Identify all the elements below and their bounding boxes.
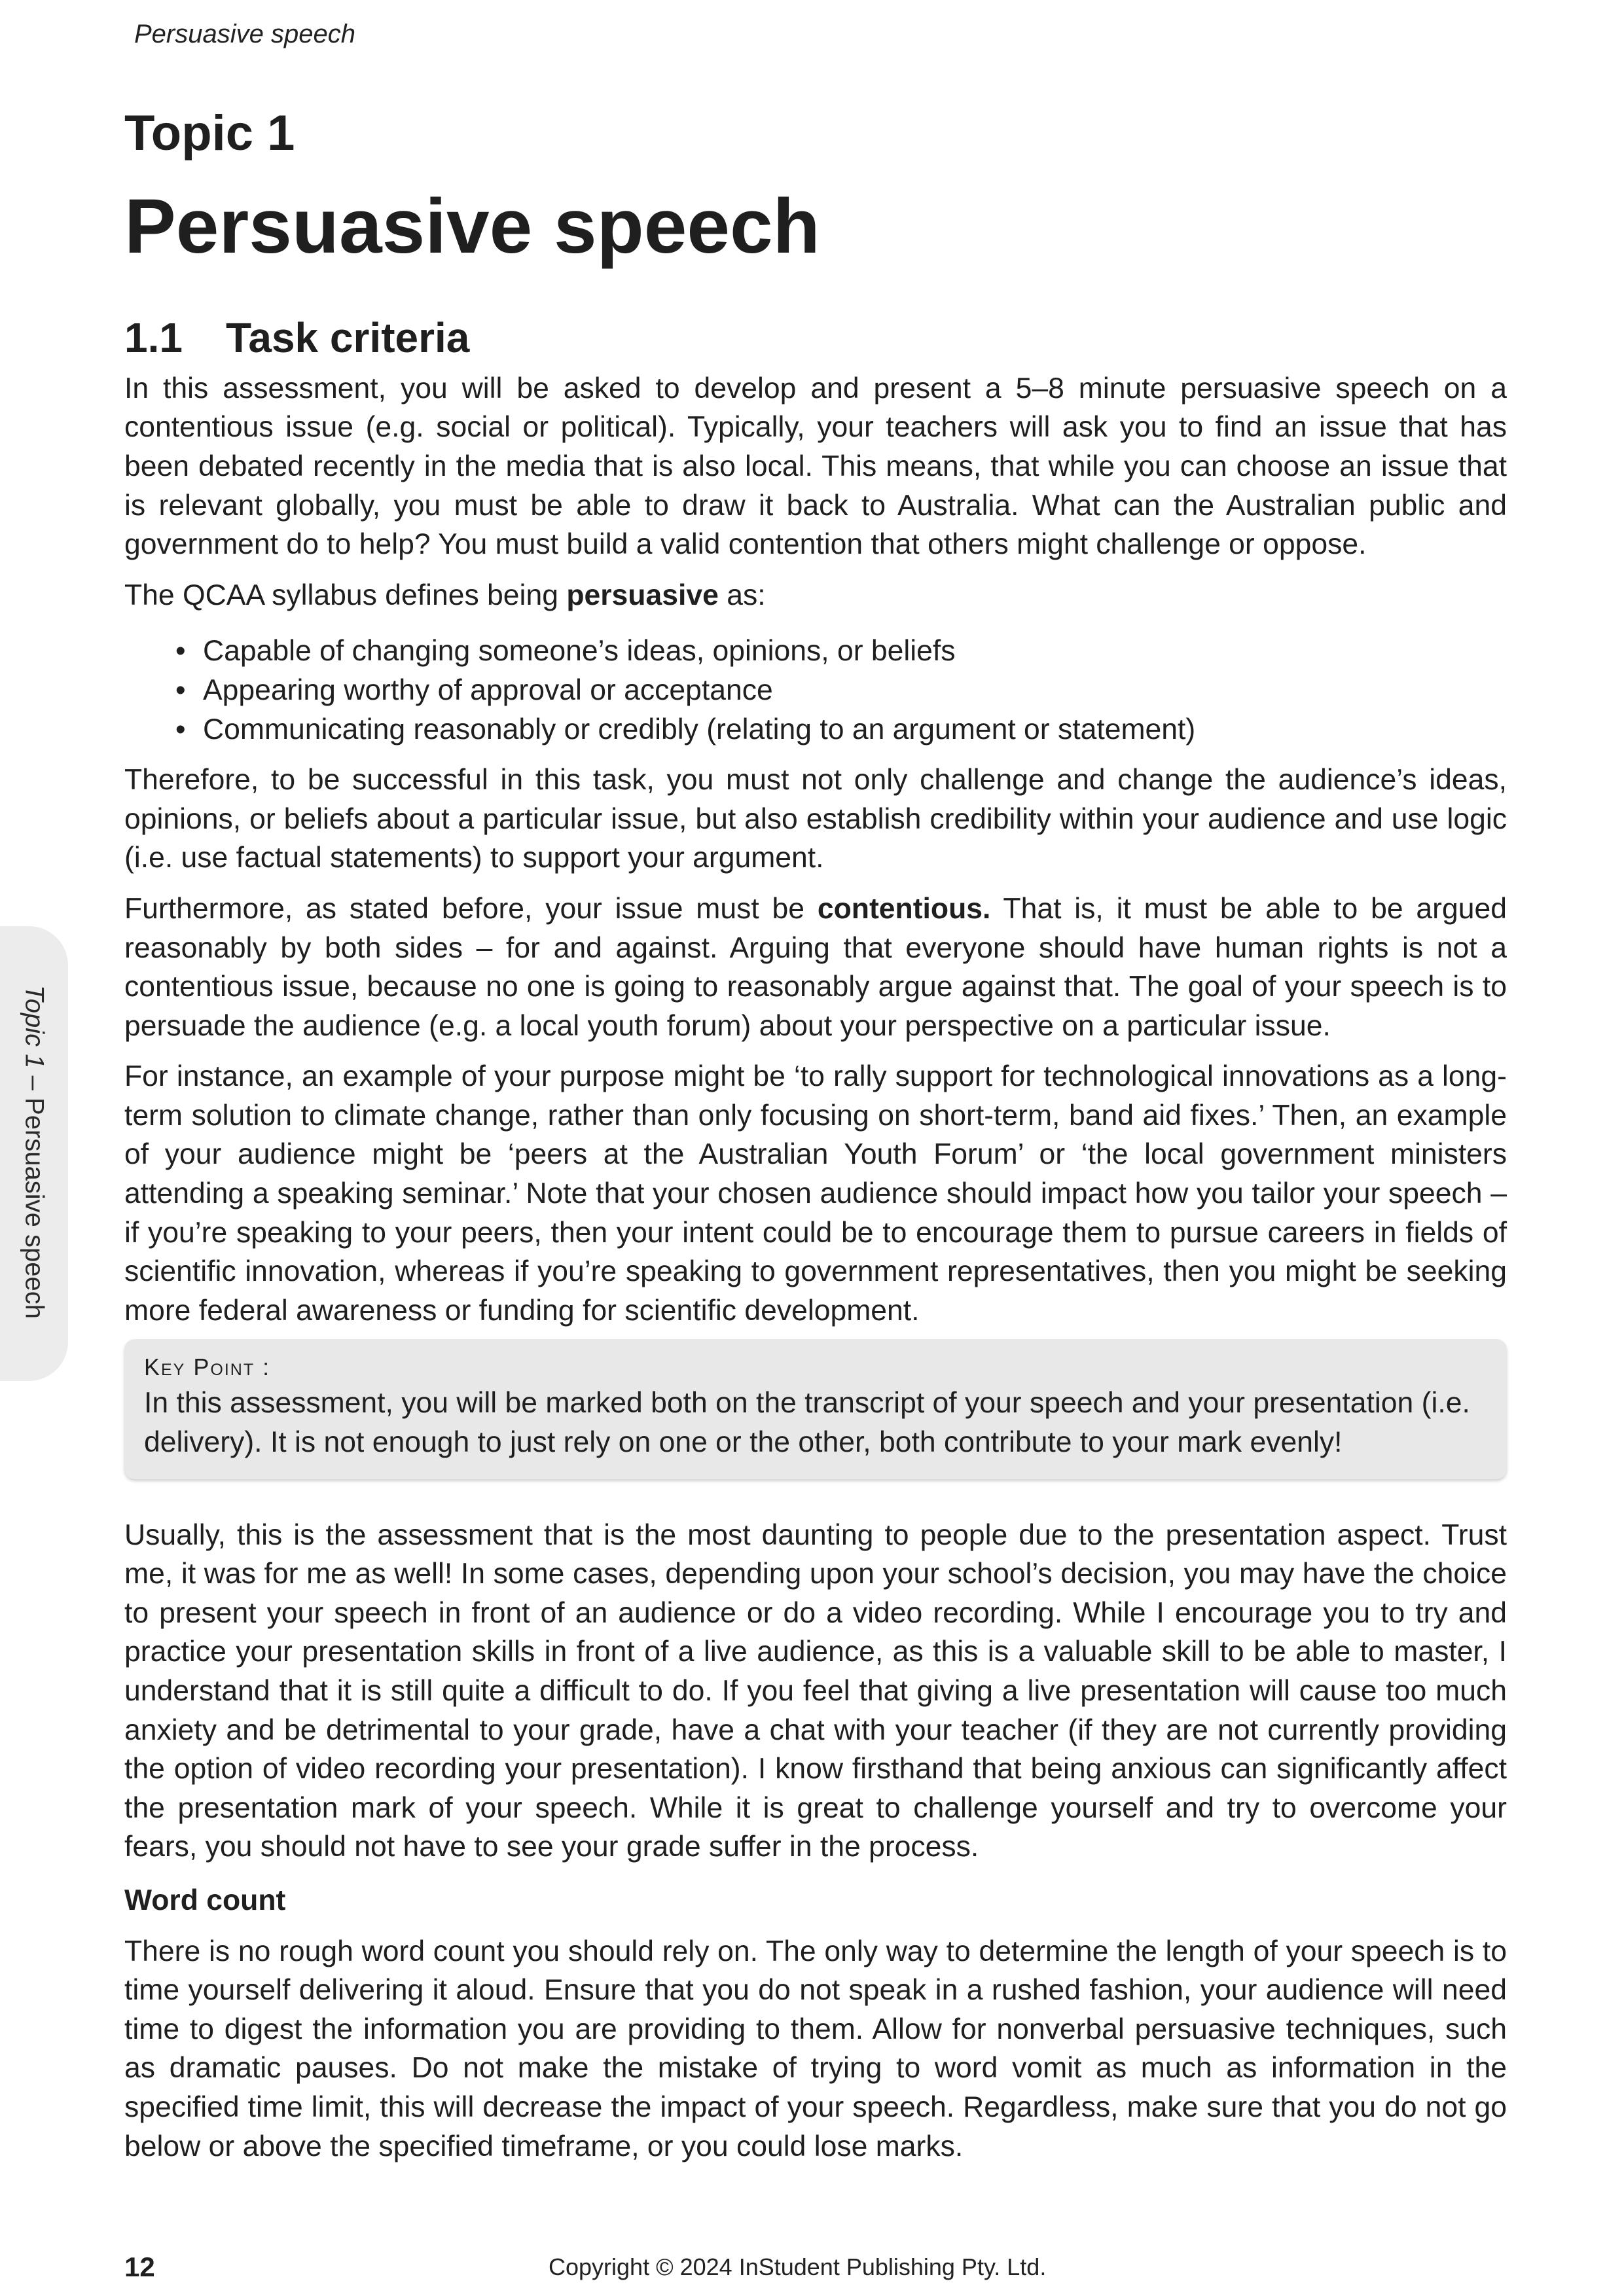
contentious-lead: Furthermore, as stated before, your issue must be: [124, 892, 818, 925]
page-content: [124, 105, 1507, 2166]
copyright-notice: Copyright © 2024 InStudent Publishing Pty. Ltd.: [549, 2253, 1047, 2280]
list-item: • Capable of changing someone’s ideas, opinions, or beliefs: [175, 632, 1507, 671]
paragraph-example: For instance, an example of your purpose might be ‘to rally support for technological innovations as a long-term solution to climate change, rather than only focusing on short-term, band aid fixes.’ Then, an example of your audience might be ‘peers at the Australian Youth Forum’ or ‘the local government ministers attending a speaking seminar.’ Note that your chosen audience should impact how you tailor your speech – if you’re speaking to your peers, then your intent could be to encourage them to pursue careers in fields of scientific innovation, whereas if you’re speaking to government representatives, then you might be seeking more federal awareness or funding for scientific development.: [124, 1060, 1507, 1327]
definition-tail: as:: [718, 579, 766, 611]
definition-lead: The QCAA syllabus defines being: [124, 579, 567, 611]
list-item: • Communicating reasonably or credibly (relating to an argument or statement): [175, 710, 1507, 749]
page-number: 12: [124, 2251, 155, 2282]
definition-list: [124, 632, 1507, 749]
paragraph-word-count: There is no rough word count you should rely on. The only way to determine the length of your speech is to time yourself delivering it aloud. Ensure that you do not speak in a rushed fashion, your audience will need time to digest the information you are providing to them. Allow for nonverbal persuasive techniques, such as dramatic pauses. Do not make the mistake of trying to word vomit as much as information in the specified time limit, this will decrease the impact of your speech. Regardless, make sure that you do not go below or above the specified timeframe, or you could lose marks.: [124, 1935, 1507, 2162]
key-point-text: In this assessment, you will be marked both on the transcript of your speech and your presentation (i.e. delivery). It is not enough to just rely on one or the other, both contribute to your mark evenly!: [144, 1387, 1470, 1459]
key-point-box: [124, 1339, 1507, 1479]
paragraph-presentation: Usually, this is the assessment that is the most daunting to people due to the presentation aspect. Trust me, it was for me as well! In some cases, depending upon your school’s decision, you may have the choice to present your speech in front of an audience or do a video recording. While I encourage you to try and practice your presentation skills in front of a live audience, as this is a valuable skill to be able to master, I understand that it is still quite a difficult to do. If you feel that giving a live presentation will cause too much anxiety and be detrimental to your grade, have a chat with your teacher (if they are not currently providing the option of video recording your presentation). I know firsthand that being anxious can significantly affect the presentation mark of your speech. While it is great to challenge yourself and try to overcome your fears, you should not have to see your grade suffer in the process.: [124, 1518, 1507, 1863]
paragraph-success: Therefore, to be successful in this task, you must not only challenge and change the audience’s ideas, opinions, or beliefs about a particular issue, but also establish credibility within your audience and use logic (i.e. use factual statements) to support your argument.: [124, 764, 1507, 874]
paragraph-contentious: [124, 889, 1507, 1045]
contentious-term: contentious.: [817, 892, 991, 925]
side-tab-title: Persuasive speech: [20, 1098, 49, 1319]
word-count-heading: Word count: [124, 1884, 286, 1916]
section-heading: [124, 314, 1507, 363]
side-tab-label: [20, 985, 49, 1319]
paragraph-intro: In this assessment, you will be asked to develop and present a 5–8 minute persuasive speech on a contentious issue (e.g. social or political). Typically, your teachers will ask you to find an issue that has been debated recently in the media that is also local. This means, that while you can choose an issue that is relevant globally, you must be able to draw it back to Australia. What can the Australian public and government do to help? You must build a valid contention that others might challenge or oppose.: [124, 372, 1507, 561]
section-title: Task criteria: [226, 314, 470, 362]
list-item: • Appearing worthy of approval or acceptance: [175, 671, 1507, 710]
running-header: Persuasive speech: [134, 20, 355, 48]
side-tab-separator: –: [20, 1068, 49, 1098]
page-title: Persuasive speech: [124, 183, 820, 270]
contentious-tail: That is, it must be able to be argued reasonably by both sides – for and against. Arguing that everyone should have human rights is not a contentious issue, because no one is going to reasonably argue against that. The goal of your speech is to persuade the audience (e.g. a local youth forum) about your perspective on a particular issue.: [124, 892, 1507, 1042]
side-tab-topic: Topic 1: [20, 985, 49, 1069]
persuasive-term: persuasive: [566, 579, 719, 611]
paragraph-definition: [124, 576, 1507, 615]
key-point-label: Key Point :: [144, 1354, 271, 1381]
section-number: 1.1: [124, 314, 183, 362]
topic-label: Topic 1: [124, 105, 295, 161]
